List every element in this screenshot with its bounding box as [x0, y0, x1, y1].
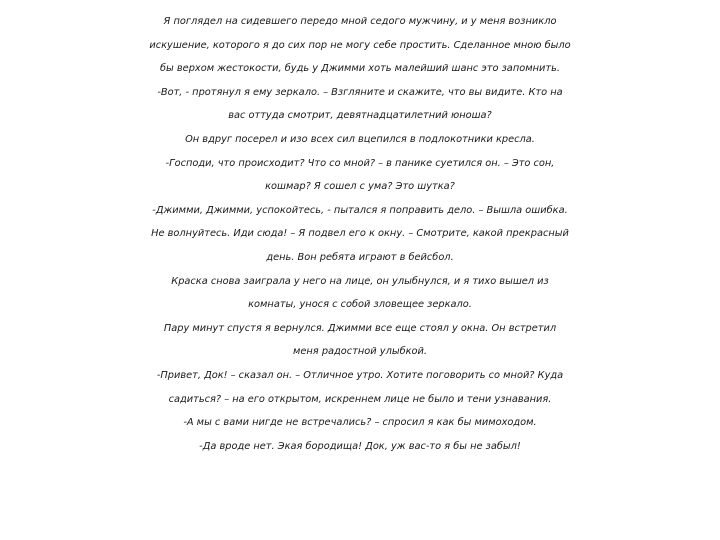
text-line: -Джимми, Джимми, успокойтесь, - пытался я поправить дело. – Вышла ошибка. — [152, 204, 568, 216]
text-line: Краска снова заиграла у него на лице, он улыбнулся, и я тихо вышел из — [171, 275, 549, 287]
text-line: комнаты, унося с собой зловещее зеркало. — [248, 299, 472, 311]
text-line: -Вот, - протянул я ему зеркало. – Взгляните и скажите, что вы видите. Кто на — [157, 86, 563, 98]
text-line: искушение, которого я до сих пор не могу себе простить. Сделанное мною было — [149, 39, 571, 51]
text-line: вас оттуда смотрит, девятнадцатилетний юноша? — [228, 110, 492, 122]
text-line: бы верхом жестокости, будь у Джимми хоть малейший шанс это запомнить. — [160, 63, 560, 75]
text-line: -А мы с вами нигде не встречались? – спросил я как бы мимоходом. — [183, 417, 537, 429]
text-line: -Господи, что происходит? Что со мной? – в панике суетился он. – Это сон, — [165, 157, 555, 169]
text-line: Не волнуйтесь. Иди сюда! – Я подвел его к окну. – Смотрите, какой прекрасный — [151, 228, 569, 240]
text-line: -Привет, Док! – сказал он. – Отличное утро. Хотите поговорить со мной? Куда — [156, 369, 564, 381]
story-text — [0, 10, 720, 458]
text-line: -Да вроде нет. Экая бородища! Док, уж вас-то я бы не забыл! — [199, 440, 521, 452]
text-line: кошмар? Я сошел с ума? Это шутка? — [265, 181, 455, 193]
text-line: Пару минут спустя я вернулся. Джимми все еще стоял у окна. Он встретил — [163, 322, 557, 334]
text-line: меня радостной улыбкой. — [292, 346, 428, 358]
text-line: Он вдруг посерел и изо всех сил вцепился в подлокотники кресла. — [185, 133, 535, 145]
text-line: Я поглядел на сидевшего передо мной седого мужчину, и у меня возникло — [163, 16, 557, 27]
text-line: день. Вон ребята играют в бейсбол. — [266, 251, 454, 263]
text-line: садиться? – на его открытом, искреннем лице не было и тени узнавания. — [168, 393, 552, 405]
